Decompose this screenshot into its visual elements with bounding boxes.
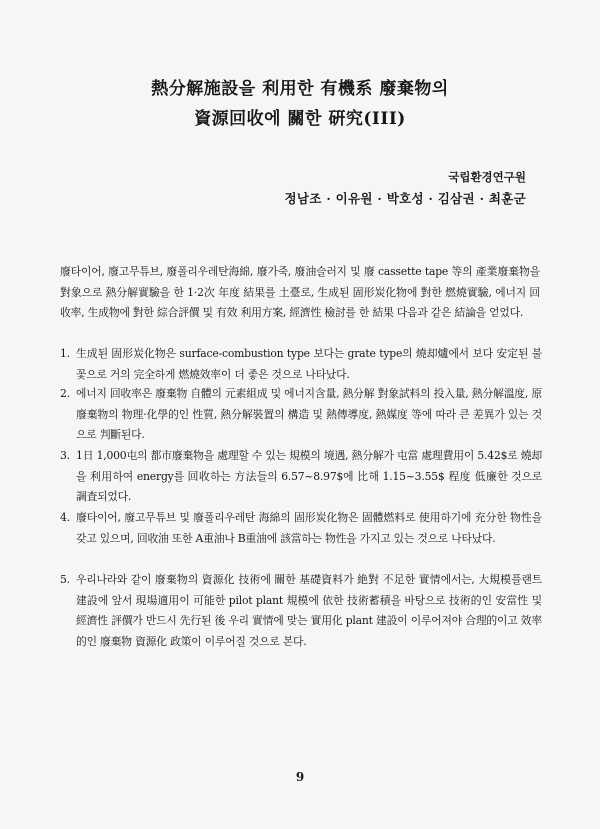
title-line-1: 熱分解施設을 利用한 有機系 廢棄物의 xyxy=(151,79,449,99)
item-number: 1. xyxy=(60,347,70,360)
page-number: 9 xyxy=(295,770,305,784)
conclusion-item-2 xyxy=(60,384,542,446)
item-text: 生成된 固形炭化物은 surface-combustion type 보다는 grate type의 燒却爐에서 보다 安定된 불꽃으로 거의 完全하게 燃燒效率이 더 좋은 것으로 나타났다. xyxy=(76,347,542,381)
conclusion-item-4 xyxy=(60,508,542,549)
item-number: 5. xyxy=(60,573,70,586)
item-number: 4. xyxy=(60,511,70,524)
item-text: 1日 1,000屯의 都市廢棄物을 處理할 수 있는 規模의 境遇, 熱分解가 屯當 處理費用이 5.42$로 燒却을 利用하여 energy를 回收하는 方法들의 6.57~8.97$에 比해 1.15~3.55$ 程度 低廉한 것으로 調査되었다. xyxy=(76,449,542,503)
item-text: 에너지 回收率은 廢棄物 自體의 元素組成 및 에너지含量, 熱分解 對象試料의 投入量, 熱分解溫度, 原廢棄物의 物理·化學的인 性質, 熱分解裝置의 構造 및 熱傳導度, 熱媒度 等에 따라 큰 差異가 있는 것으로 判斷된다. xyxy=(76,387,542,441)
conclusion-item-1 xyxy=(60,344,542,385)
title-line-2: 資源回收에 關한 硏究(III) xyxy=(194,109,406,129)
intro-paragraph: 廢타이어, 廢고무튜브, 廢폴리우레탄海綿, 廢가죽, 廢油슬러지 및 廢 cassette tape 等의 產業廢棄物을 對象으로 熱分解實驗을 한 1·2次 年度 結果를 土臺로, 生成된 固形炭化物에 對한 燃燒實驗, 에너지 回收率, 生成物에 對한 綜合評價 및 有效 利用方案, 經濟性 檢討를 한 結果 다음과 같은 結論을 얻었다. xyxy=(60,265,540,319)
conclusion-item-5 xyxy=(60,570,542,652)
item-text: 廢타이어, 廢고무튜브 및 廢폴리우레탄 海綿의 固形炭化物은 固體燃料로 使用하기에 充分한 物性을 갖고 있으며, 回收油 또한 A重油나 B重油에 該當하는 物性을 가지고 있는 것으로 나타났다. xyxy=(76,511,542,545)
conclusion-item-3 xyxy=(60,446,542,508)
item-number: 2. xyxy=(60,387,70,400)
affiliation: 국립환경연구원 xyxy=(448,170,526,184)
item-text: 우리나라와 같이 廢棄物의 資源化 技術에 關한 基礎資料가 絶對 不足한 實情에서는, 大規模플랜트 建設에 앞서 現場適用이 可能한 pilot plant 規模에 依한 技術蓄積을 바탕으로 技術的인 安當性 및 經濟性 評價가 반드시 先行된 後 우리 實情에 맞는 實用化 plant 建設이 이루어져야 合理的이고 效率的인 廢棄物 資源化 政策이 이루어질 것으로 본다. xyxy=(76,573,542,648)
item-number: 3. xyxy=(60,449,70,462)
authors: 정남조 · 이유원 · 박호성 · 김삼권 · 최훈군 xyxy=(284,191,526,206)
